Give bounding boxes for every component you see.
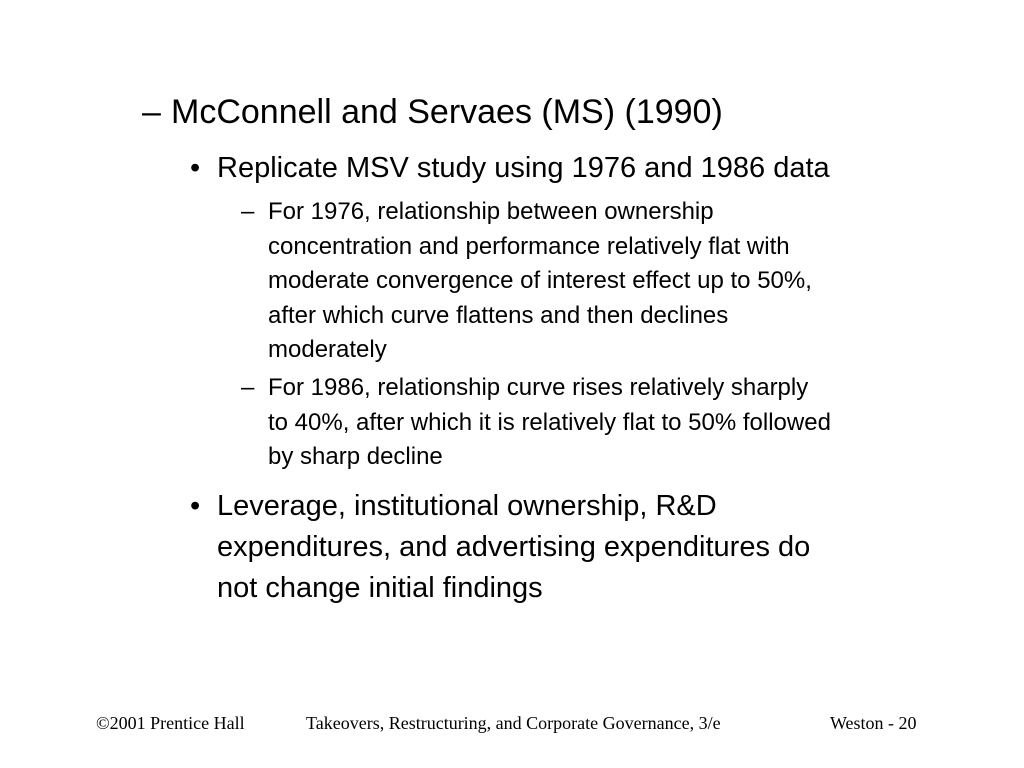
bullet-marker: • <box>190 490 201 522</box>
sub-bullet-item <box>241 195 812 368</box>
bullet-marker: • <box>190 152 201 184</box>
heading-text: McConnell and Servaes (MS) (1990) <box>171 93 723 131</box>
sub-bullet-text <box>268 195 812 368</box>
bullet-item <box>186 486 810 609</box>
dash-marker: – <box>241 374 255 401</box>
bullet-text <box>217 148 830 189</box>
sub-bullet-item <box>241 371 831 475</box>
sub-bullet-line: by sharp decline <box>268 443 443 470</box>
sub-bullet-line: moderate convergence of interest effect up to 50%, <box>268 267 812 294</box>
bullet-line: Replicate MSV study using 1976 and 1986 data <box>217 152 830 184</box>
bullet-text <box>217 486 810 609</box>
sub-bullet-line: to 40%, after which it is relatively flat to 50% followed <box>268 408 831 436</box>
dash-marker: – <box>241 198 255 225</box>
bullet-line: Leverage, institutional ownership, R&D <box>217 490 717 522</box>
heading-item <box>142 92 723 132</box>
footer-page-label: Weston - 20 <box>830 713 917 733</box>
bullet-line: not change initial findings <box>217 572 543 604</box>
footer-copyright: ©2001 Prentice Hall <box>96 713 245 733</box>
sub-bullet-line: concentration and performance relatively flat with <box>268 232 790 260</box>
sub-bullet-text <box>268 371 831 475</box>
sub-bullet-line: after which curve flattens and then declines <box>268 301 729 329</box>
dash-marker: – <box>142 93 161 131</box>
sub-bullet-line: moderately <box>268 336 387 363</box>
sub-bullet-line: For 1986, relationship curve rises relatively sharply <box>268 374 809 401</box>
bullet-line: expenditures, and advertising expenditures do <box>217 531 811 563</box>
sub-bullet-line: For 1976, relationship between ownership <box>268 198 714 225</box>
bullet-item <box>186 148 830 189</box>
footer-book-title: Takeovers, Restructuring, and Corporate Governance, 3/e <box>306 713 721 733</box>
